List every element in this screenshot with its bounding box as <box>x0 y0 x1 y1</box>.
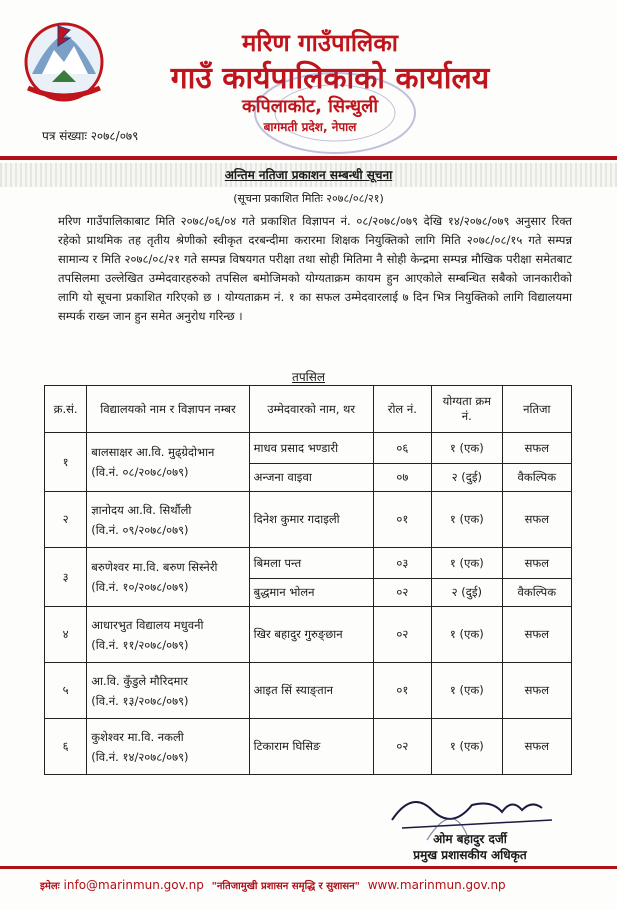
merit-rank: १ (एक) <box>432 548 503 579</box>
roll-number: ०२ <box>373 607 431 663</box>
result: सफल <box>502 492 571 548</box>
school-ad-number: (वि.नं. ०९/२०७८/०७९) <box>91 522 189 537</box>
school-ad-number: (वि.नं. १०/२०७८/०७९) <box>91 580 189 594</box>
school-name: ज्ञानोदय आ.वि. सिर्थौली <box>91 502 192 517</box>
header-sn: क्र.सं. <box>45 386 87 433</box>
office-seal-stamp <box>250 68 420 158</box>
table-caption: तपसिल <box>291 370 325 384</box>
header-roll: रोल नं. <box>373 386 431 433</box>
school-ad-number: (वि.नं. ११/२०७८/०७९) <box>91 637 189 652</box>
table-row <box>45 719 572 775</box>
merit-rank: १ (एक) <box>432 719 503 775</box>
result: वैकल्पिक <box>502 464 571 492</box>
footer <box>40 878 600 892</box>
school-ad-number: (वि.नं. ०८/२०७८/०७९) <box>91 465 189 479</box>
table-header-row <box>45 386 572 433</box>
school-name: आ.वि. कुँडुले मौरिदमार <box>91 673 189 688</box>
result: सफल <box>502 607 571 663</box>
row-sn: ५ <box>45 663 87 719</box>
candidate-name: खिर बहादुर गुरुङ्छान <box>249 607 373 663</box>
signatory-name: ओम बहादुर दर्जी <box>433 832 507 846</box>
candidate-name: आइत सिं स्याङ्तान <box>249 663 373 719</box>
slogan: "नतिजामुखी प्रशासन समृद्धि र सुशासन" <box>211 881 360 892</box>
merit-rank: १ (एक) <box>432 607 503 663</box>
email-label: इमेलः <box>40 881 60 892</box>
row-sn: ६ <box>45 719 87 775</box>
candidate-name: बिमला पन्त <box>249 548 373 579</box>
school-name: आधारभुत विद्यालय मधुवनी <box>91 617 204 632</box>
roll-number: ०६ <box>373 433 431 464</box>
website-link[interactable]: www.marinmun.gov.np <box>367 878 506 892</box>
merit-rank: २ (दुई) <box>432 464 503 492</box>
row-sn: २ <box>45 492 87 548</box>
candidate-name: बुद्धमान भोलन <box>249 579 373 607</box>
school-cell <box>87 433 249 492</box>
notice-date: (सूचना प्रकाशित मितिः २०७८/०८/२१) <box>233 192 384 205</box>
table-row <box>45 492 572 548</box>
table-row <box>45 548 572 579</box>
school-cell <box>87 548 249 607</box>
candidate-name: टिकाराम घिसिङ <box>249 719 373 775</box>
roll-number: ०१ <box>373 492 431 548</box>
signatory-title: प्रमुख प्रशासकीय अधिकृत <box>413 848 527 862</box>
merit-rank: २ (दुई) <box>432 579 503 607</box>
roll-number: ०१ <box>373 663 431 719</box>
office-name: गाउँ कार्यपालिकाको कार्यालय <box>170 61 490 96</box>
result: सफल <box>502 663 571 719</box>
result: सफल <box>502 433 571 464</box>
roll-number: ०३ <box>373 548 431 579</box>
result: सफल <box>502 719 571 775</box>
school-cell <box>87 607 249 663</box>
merit-rank: १ (एक) <box>432 663 503 719</box>
merit-rank: १ (एक) <box>432 433 503 464</box>
table-row <box>45 433 572 464</box>
municipality-name: मरिण गाउँपालिका <box>242 29 398 57</box>
merit-rank: १ (एक) <box>432 492 503 548</box>
result: वैकल्पिक <box>502 579 571 607</box>
school-ad-number: (वि.नं. १४/२०७८/०७९) <box>91 749 189 764</box>
roll-number: ०२ <box>373 579 431 607</box>
school-name: बरुणेश्वर मा.वि. बरुण सिस्नेरी <box>91 560 218 574</box>
school-name: बालसाक्षर आ.वि. मुढ्ग्रेदोभान <box>91 445 215 459</box>
header-school: विद्यालयको नाम र विज्ञापन नम्बर <box>87 386 249 433</box>
notice-body: मरिण गाउँपालिकाबाट मिति २०७८/०६/०४ गते प्रकाशित विज्ञापन नं. ०८/२०७८/०७९ देखि १४/२०७८/०७९ अनुसार रिक्त रहेको प्राथमिक तह तृतीय श्रेणीको स्वीकृत दरबन्दीमा करारमा शिक्षक नियुक्तिको लागि मिति २०७८/०८/१५ गते सम्पन्न सामान्य र मिति २०७८/०८/२१ गते सम्पन्न विषयगत परीक्षा तथा सोही मितिमा नै सोही केन्द्रमा सम्पन्न मौखिक परीक्षा समेतबाट तपसिलमा उल्लेखित उम्मेदवारहरुको तपसिल बमोजिमको योग्यताक्रम कायम हुन आएकोले सम्बन्धित सबैको जानकारीको लागि यो सूचना प्रकाशित गरिएको छ । योग्यताक्रम नं. १ का सफल उम्मेदवारलाई ७ दिन भित्र नियुक्तिको लागि विद्यालयमा सम्पर्क राख्न जान हुन समेत अनुरोध गरिन्छ । <box>58 214 572 323</box>
header-divider <box>0 156 617 160</box>
school-ad-number: (वि.नं. १३/२०७८/०७९) <box>91 693 189 708</box>
row-sn: १ <box>45 433 87 492</box>
roll-number: ०२ <box>373 719 431 775</box>
roll-number: ०७ <box>373 464 431 492</box>
school-cell <box>87 719 249 775</box>
footer-divider <box>0 866 617 869</box>
office-province: बागमती प्रदेश, नेपाल <box>263 120 357 134</box>
school-cell <box>87 492 249 548</box>
header-candidate: उम्मेदवारको नाम, थर <box>249 386 373 433</box>
results-table <box>44 385 572 775</box>
row-sn: ३ <box>45 548 87 607</box>
table-row <box>45 663 572 719</box>
candidate-name: दिनेश कुमार गदाइली <box>249 492 373 548</box>
candidate-name: अन्जना वाइवा <box>249 464 373 492</box>
office-location: कपिलाकोट, सिन्धुली <box>242 96 378 117</box>
result: सफल <box>502 548 571 579</box>
header-result: नतिजा <box>502 386 571 433</box>
school-name: कुशेश्वर मा.वि. नकली <box>91 729 184 744</box>
table-row <box>45 607 572 663</box>
header-rank: योग्यता क्रम नं. <box>432 386 503 433</box>
candidate-name: माधव प्रसाद भण्डारी <box>249 433 373 464</box>
notice-title: अन्तिम नतिजा प्रकाशन सम्बन्धी सूचना <box>224 168 393 182</box>
school-cell <box>87 663 249 719</box>
nepal-emblem-icon <box>18 12 110 104</box>
reference-number: पत्र संख्याः २०७८/०७९ <box>42 129 139 143</box>
row-sn: ४ <box>45 607 87 663</box>
email-link[interactable]: info@marinmun.gov.np <box>63 878 204 892</box>
